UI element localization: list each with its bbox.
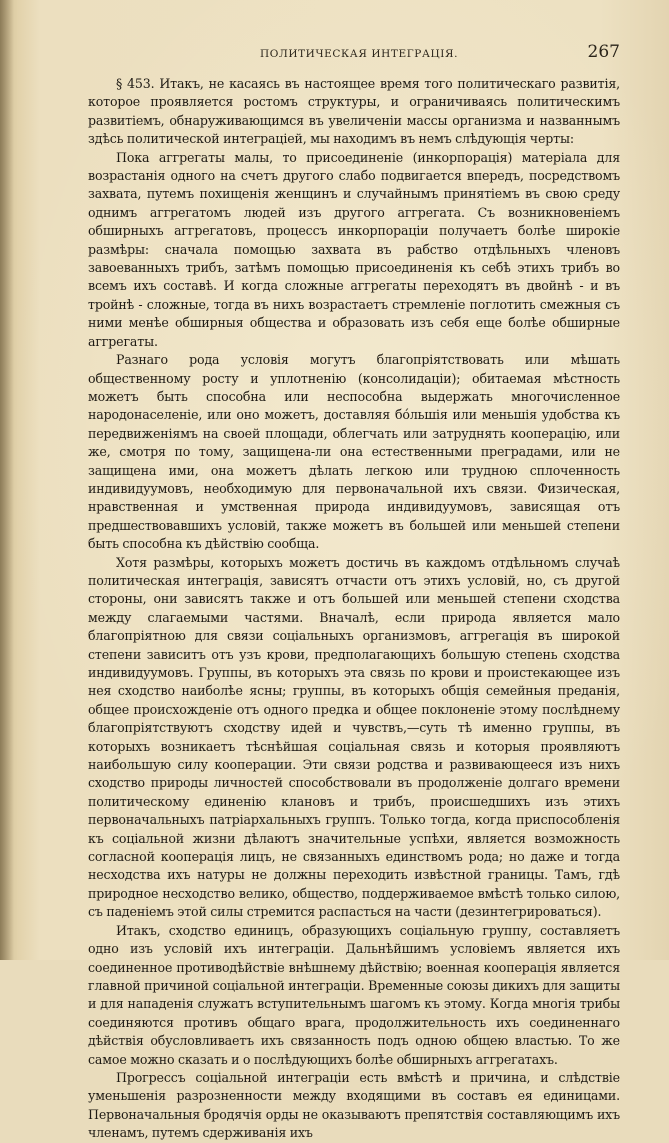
body-text <box>88 75 620 1143</box>
paragraph: Итакъ, сходство единицъ, образующихъ соціальную группу, составляетъ одно изъ условій ихъ интеграціи. Дальнѣйшимъ условіемъ является ихъ соединенное противодѣйствіе внѣшнему дѣйствію; военная кооперація является главной причиной соціальной интеграціи. Временные союзы дикихъ для защиты и для нападенія служатъ вступительнымъ шагомъ къ этому. Когда многія трибы соединяются противъ общаго врага, продолжительность ихъ соединеннаго дѣйствія обусловливаетъ ихъ связанность подъ одною общею властью. То же самое можно сказать и о послѣдующихъ болѣе обширныхъ аггрегатахъ. <box>88 922 620 1067</box>
running-title: ПОЛИТИЧЕСКАЯ ИНТЕГРАЦІЯ. <box>260 48 459 60</box>
paragraph: Разнаго рода условія могутъ благопріятствовать или мѣшать общественному росту и уплотненію (консолидаціи); обитаемая мѣстность можетъ быть способна или неспособна выдержать многочисленное народонаселеніе, или оно можетъ, доставляя бо́льшія или меньшія удобства къ передвиженіямъ на своей площади, облегчать или затруднять кооперацію, или же, смотря по тому, защищена-ли она естественными преградами, или не защищена ими, она можетъ дѣлать легкою или трудною сплоченность индивидуумовъ, необходимую для первоначальной ихъ связи. Физическая, нравственная и умственная природа индивидуумовъ, зависящая отъ предшествовавшихъ условій, также можетъ въ большей или меньшей степени быть способна къ дѣйствію сообща. <box>88 352 620 552</box>
page-number: 267 <box>587 42 620 62</box>
paragraph: Хотя размѣры, которыхъ можетъ достичь въ каждомъ отдѣльномъ случаѣ политическая интеграція, зависятъ отчасти отъ этихъ условій, но, съ другой стороны, они зависятъ также и отъ большей или меньшей степени сходства между слагаемыми частями. Вначалѣ, если природа является мало благопріятною для связи соціальныхъ организмовъ, аггрегація въ широкой степени зависитъ отъ узъ крови, предполагающихъ большую степень сходства индивидуумовъ. Группы, въ которыхъ эта связь по крови и проистекающее изъ нея сходство наиболѣе ясны; группы, въ которыхъ общія семейныя преданія, общее происхожденіе отъ одного предка и общее поклоненіе этому послѣднему благопріятствуютъ сходству идей и чувствъ,—суть тѣ именно группы, въ которыхъ возникаетъ тѣснѣйшая соціальная связь и которыя проявляютъ наибольшую силу кооперации. Эти связи родства и развивающееся изъ нихъ сходство природы личностей способствовали въ продолженіе долгаго времени политическому единенію клановъ и трибъ, происшедшихъ изъ этихъ первоначальныхъ патріархальныхъ группъ. Только тогда, когда приспособленія къ соціальной жизни дѣлаютъ значительные успѣхи, является возможность согласной кооперація лицъ, не связанныхъ единствомъ рода; но даже и тогда несходства ихъ натуры не должны переходить извѣстной границы. Тамъ, гдѣ природное несходство велико, общество, поддерживаемое вмѣстѣ только силою, съ паденіемъ этой силы стремится распасться на части (дезинтегрироваться). <box>88 554 620 920</box>
binding-shadow <box>0 0 14 960</box>
paragraph: Прогрессъ соціальной интеграціи есть вмѣстѣ и причина, и слѣдствіе уменьшенія разрозненности между входящими въ составъ ея единицами. Первоначальныя бродячія орды не оказываютъ препятствія составляющимъ ихъ членамъ, путемъ сдерживанія ихъ <box>88 1069 620 1141</box>
page-header <box>88 42 620 68</box>
paragraph: Пока аггрегаты малы, то присоединеніе (инкорпорація) матеріала для возрастанія одного на счетъ другого слабо подвигается впередъ, посредствомъ захвата, путемъ похищенія женщинъ и случайнымъ принятіемъ въ свою среду однимъ аггрегатомъ людей изъ другого аггрегата. Съ возникновеніемъ обширныхъ аггрегатовъ, процессъ инкорпораціи получаетъ болѣе широкіе размѣры: сначала помощью захвата въ рабство отдѣльныхъ членовъ завоеванныхъ трибъ, затѣмъ помощью присоединенія къ себѣ этихъ трибъ во всемъ ихъ составѣ. И когда сложные аггрегаты переходятъ въ двойнѣ - и въ тройнѣ - сложные, тогда въ нихъ возрастаетъ стремленіе поглотить смежныя съ ними менѣе обширныя общества и образовать изъ себя еще болѣе обширные аггрегаты. <box>88 149 620 349</box>
paragraph-section-453: § 453. Итакъ, не касаясь въ настоящее время того политическаго развитія, которое проявляется ростомъ структуры, и ограничиваясь политическимъ развитіемъ, обнаруживающимся въ увеличеніи массы организма и названнымъ здѣсь политической интеграціей, мы находимъ въ немъ слѣдующія черты: <box>88 76 620 147</box>
